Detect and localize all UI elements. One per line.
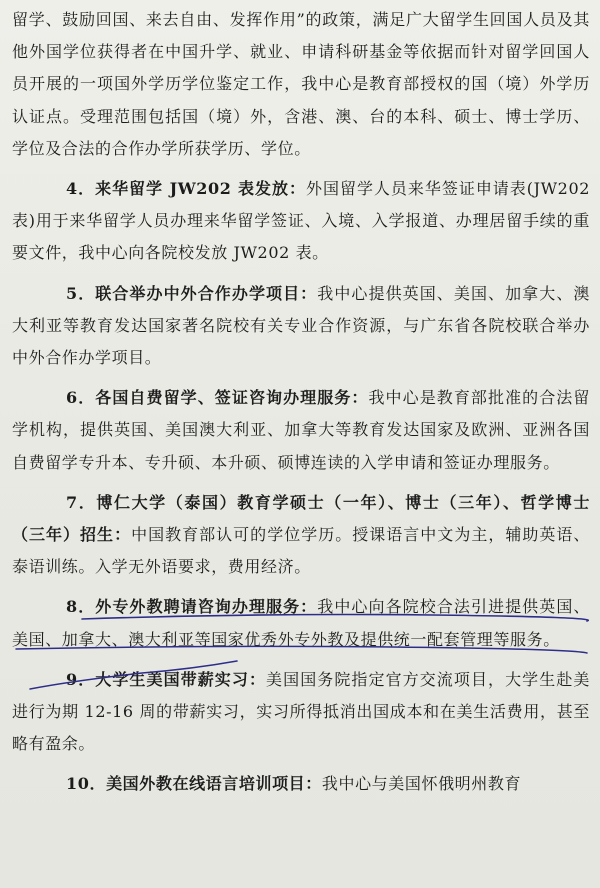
item-title: 8．外专外教聘请咨询办理服务： — [66, 597, 318, 617]
paragraph-item-5 — [12, 278, 590, 375]
highlighted-item-8 — [12, 591, 590, 655]
item-text: 美国国务院指定官方交流项目，大学生赴美进行为期 12-16 周的带薪实习，实习所得抵消出国成本和在美生活费用，甚至略有盈余。 — [12, 669, 590, 754]
paragraph-item-9 — [12, 664, 590, 761]
item-title: 7．博仁大学（泰国）教育学硕士（一年）、博士（三年）、哲学博士（三年）招生： — [12, 492, 590, 545]
item-text: 我中心向各院校合法引进提供英国、美国、加拿大、澳大利亚等国家优秀外专外教及提供统一配套管理等服务。 — [12, 597, 590, 649]
item-text: 我中心与美国怀俄明州教育 — [321, 774, 522, 794]
item-title: 6．各国自费留学、签证咨询办理服务： — [66, 388, 369, 408]
item-title: 5．联合举办中外合作办学项目： — [66, 283, 318, 303]
paragraph-foreign-degree-certification — [12, 4, 590, 165]
item-title: 4．来华留学 JW202 表发放： — [66, 179, 306, 199]
item-text: 中国教育部认可的学位学历。授课语言中文为主，辅助英语、泰语训练。入学无外语要求，费用经济。 — [12, 525, 591, 577]
item-text: 我中心是教育部批准的合法留学机构，提供英国、美国澳大利亚、加拿大等教育发达国家及欧洲、亚洲各国自费留学专升本、专升硕、本升硕、硕博连读的入学申请和签证办理服务。 — [12, 388, 590, 472]
paragraph-item-7 — [12, 487, 590, 584]
paragraph-item-8 — [12, 591, 590, 655]
item-title: 9．大学生美国带薪实习： — [66, 669, 267, 689]
item-title: 10．美国外教在线语言培训项目： — [66, 774, 322, 794]
paragraph-item-10 — [12, 768, 590, 800]
paragraph-text: 留学、鼓励回国、来去自由、发挥作用”的政策，满足广大留学生回国人员及其他外国学位获得者在中国升学、就业、申请科研基金等依据而针对留学回国人员开展的一项国外学历学位鉴定工作，我中心是教育部授权的国（境）外学历认证点。受理范围包括国（境）外，含港、澳、台的本科、硕士、博士学历、学位及合法的合作办学所获学历、学位。 — [12, 10, 590, 158]
paragraph-item-6 — [12, 382, 590, 479]
item-text: 我中心提供英国、美国、加拿大、澳大利亚等教育发达国家著名院校有关专业合作资源，与广东省各院校联合举办中外合作办学项目。 — [12, 283, 590, 368]
paragraph-item-4 — [12, 173, 590, 270]
item-text: 外国留学人员来华签证申请表(JW202 表)用于来华留学人员办理来华留学签证、入境、入学报道、办理居留手续的重要文件，我中心向各院校发放 JW202 表。 — [12, 179, 590, 263]
